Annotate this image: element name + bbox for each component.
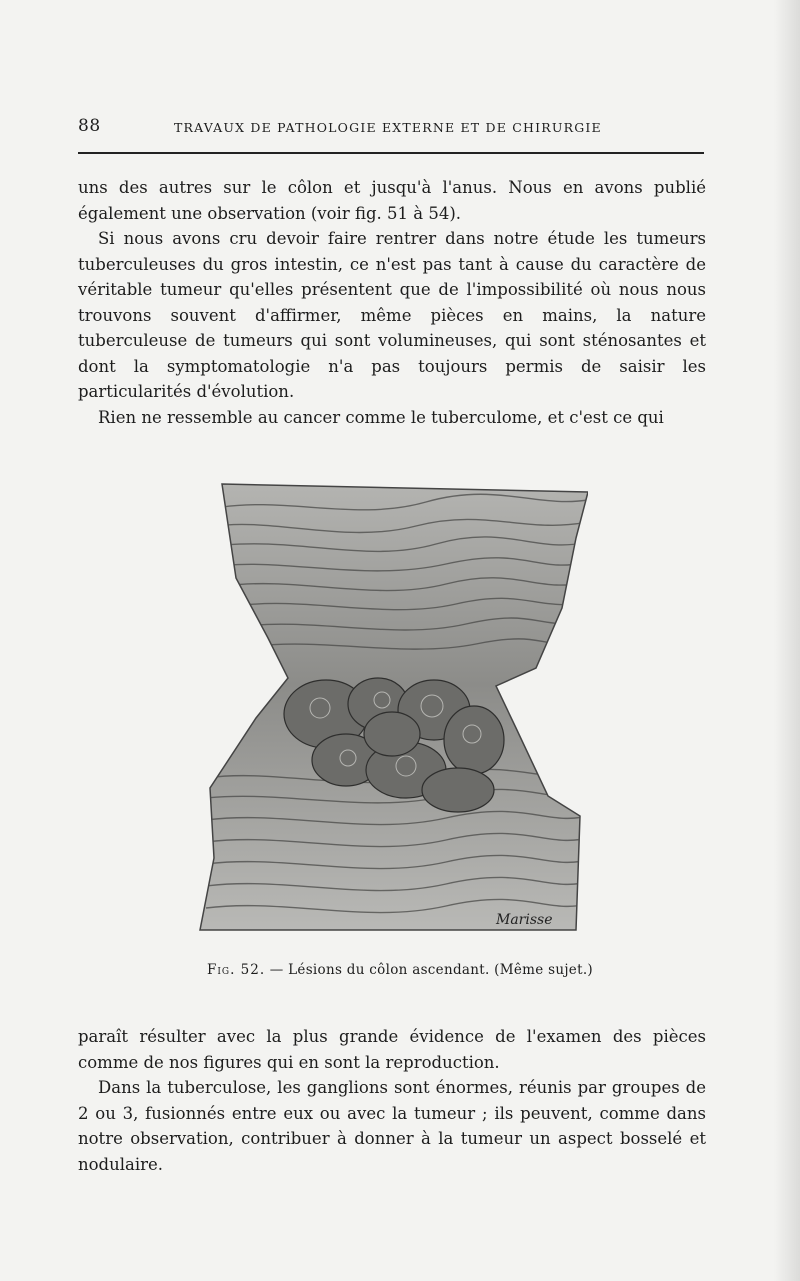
body-text-top — [78, 175, 706, 430]
body-text-bottom — [78, 1024, 706, 1177]
header-rule — [78, 152, 704, 154]
colon-specimen-drawing — [196, 478, 588, 938]
page-edge-shadow — [774, 0, 800, 1281]
page-number: 88 — [78, 116, 101, 136]
caption-label: Fig. 52. — [206, 962, 266, 978]
figure-colon-illustration — [196, 478, 588, 938]
running-title: TRAVAUX DE PATHOLOGIE EXTERNE ET DE CHIRURGIE — [174, 120, 602, 135]
paragraph: uns des autres sur le côlon et jusqu'à l'anus. Nous en avons publié également une observation (voir fig. 51 à 54). — [78, 178, 706, 223]
paragraph: paraît résulter avec la plus grande évidence de l'examen des pièces comme de nos figures qui en sont la reproduction. — [78, 1027, 706, 1072]
artist-signature: Marisse — [496, 912, 553, 928]
caption-text: — Lésions du côlon ascendant. (Même sujet.) — [269, 962, 593, 978]
paragraph: Dans la tuberculose, les ganglions sont énormes, réunis par groupes de 2 ou 3, fusionnés entre eux ou avec la tumeur ; ils peuvent, comme dans notre observation, contribuer à donner à la tumeur un aspect bosselé et nodulaire. — [78, 1078, 706, 1174]
paragraph: Si nous avons cru devoir faire rentrer dans notre étude les tumeurs tuberculeuses du gros intestin, ce n'est pas tant à cause du caractère de véritable tumeur qu'elles présentent que de l'impossibilité où nous nous trouvons souvent d'affirmer, même pièces en mains, la nature tuberculeuse de tumeurs qui sont volumineuses, qui sont sténosantes et dont la symptomatologie n'a pas toujours permis de saisir les particularités d'évolution. — [78, 229, 706, 401]
page-header — [78, 116, 706, 140]
figure-caption — [0, 962, 800, 978]
paragraph: Rien ne ressemble au cancer comme le tuberculome, et c'est ce qui — [98, 407, 664, 427]
